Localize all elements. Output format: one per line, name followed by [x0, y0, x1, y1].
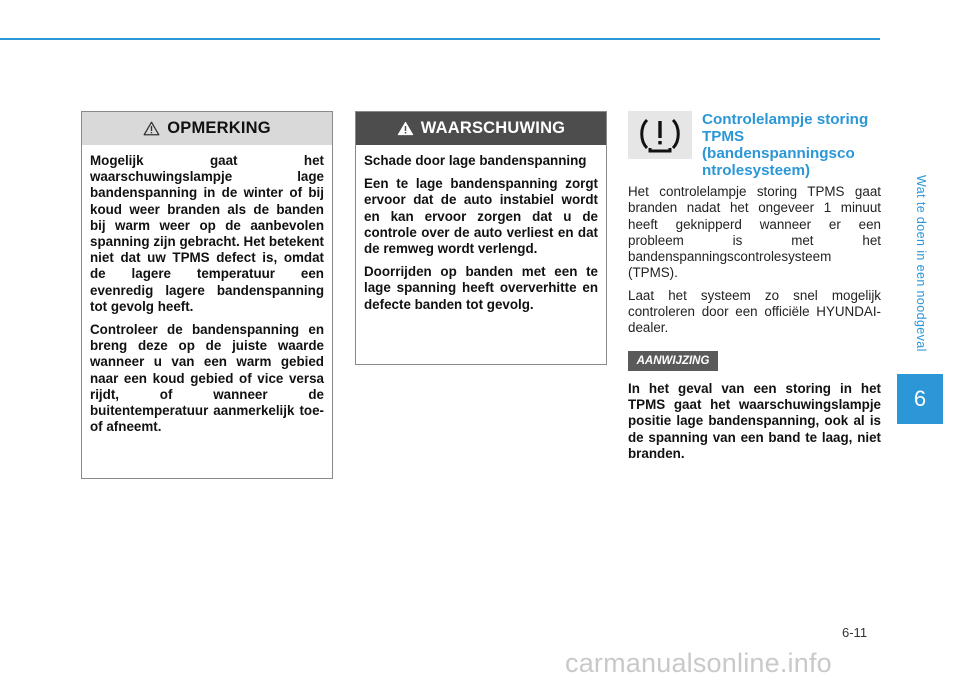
warning-paragraph: Doorrijden op banden met een te lage spanning heeft oververhitte en defecte banden tot gevolg. [364, 264, 598, 312]
note-box-header [82, 112, 332, 145]
warning-paragraph: Een te lage bandenspanning zorgt ervoor dat de auto instabiel wordt en kan ervoor zorgen dat u de controle over de auto verliest en dat de remweg wordt verlengd. [364, 176, 598, 257]
warning-paragraph: Schade door lage bandenspanning [364, 153, 587, 168]
tpms-icon-box [628, 111, 692, 159]
note-box-body [82, 145, 332, 435]
warning-box [355, 111, 607, 365]
tpms-note [628, 381, 881, 462]
tpms-section-title: Controlelampje storing TPMS (bandenspanningsco ntrolesysteem) [702, 111, 869, 179]
tpms-paragraph: Laat het systeem zo snel mogelijk controleren door een officiële HYUNDAI-dealer. [628, 287, 881, 336]
top-rule [0, 38, 880, 40]
tpms-note-text: In het geval van een storing in het TPMS gaat het waarschuwingslampje positie lage bandenspanning, ook al is de spanning van een band te laag, niet branden. [628, 381, 881, 461]
note-badge: AANWIJZING [628, 351, 718, 371]
note-box [81, 111, 333, 479]
tpms-warning-icon [628, 111, 692, 159]
chapter-number-tab: 6 [897, 374, 943, 424]
warning-box-body [356, 145, 606, 313]
watermark: carmanualsonline.info [565, 648, 832, 678]
note-box-title: OPMERKING [167, 119, 271, 137]
tpms-description [628, 184, 881, 343]
warning-outline-icon [143, 121, 160, 136]
note-paragraph: Mogelijk gaat het waarschuwingslampje lage bandenspanning in de winter of bij koud weer branden als de banden bij warm weer op de aanbevolen spanning zijn gebracht. Het betekent niet dat uw TPMS defect is, omdat de lagere temperatuur een evenredig lagere bandenspanning tot gevolg heeft. [90, 153, 324, 314]
note-paragraph: Controleer de bandenspanning en breng deze op de juiste waarde wanneer u van een warm gebied naar een koud gebied of vice versa rijdt, of wanneer de buitentemperatuur aanmerkelijk toe- of afneemt. [90, 322, 324, 435]
page-number: 6-11 [842, 625, 868, 640]
tpms-paragraph: Het controlelampje storing TPMS gaat branden nadat het ongeveer 1 minuut heeft geknipperd wanneer er een probleem is met het bandenspanningscontrolesysteem (TPMS). [628, 184, 881, 281]
chapter-side-title: Wat te doen in een noodgeval [914, 175, 928, 352]
warning-filled-icon [397, 121, 414, 136]
warning-box-header [356, 112, 606, 145]
warning-box-title: WAARSCHUWING [420, 119, 566, 137]
